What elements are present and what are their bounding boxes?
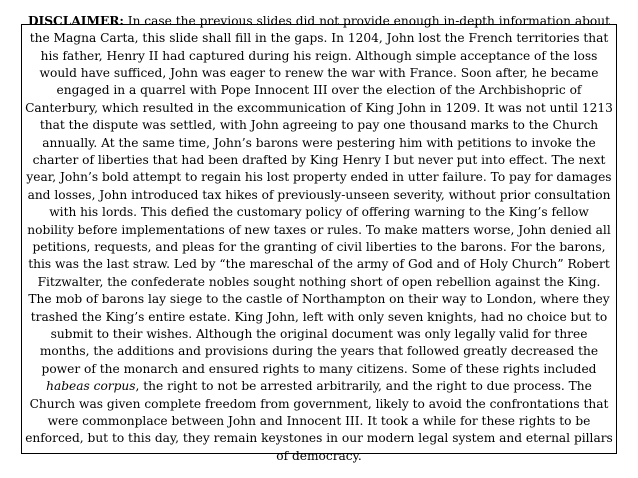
disclaimer-text-part1: In case the previous slides did not provide enough in-depth information about the Magna Carta, this slide shall fill in the gaps. In 1204, John lost the French territories that his father, Henry II had captured during his reign. Although simple acceptance of the loss would have sufficed, John was eager to renew the war with France. Soon after, he became engaged in a quarrel with Pope Innocent III over the election of the Archbishopric of Canterbury, which resulted in the excommunication of King John in 1209. It was not until 1213 that the dispute was settled, with John agreeing to pay one thousand marks to the Church annually. At the same time, John’s barons were pestering him with petitions to invoke the charter of liberties that had been drafted by King Henry I but never put into effect. The next year, John’s bold attempt to regain his lost property ended in utter failure. To pay for damages and losses, John introduced tax hikes of previously-unseen severity, without prior consultation with his lords. This defied the customary policy of offering warning to the King’s fellow nobility before implementations of new taxes or rules. To make matters worse, John denied all petitions, requests, and pleas for the granting of civil liberties to the barons. For the barons, this was the last straw. Led by “the mareschal of the army of God and of Holy Church” Robert Fitzwalter, the confederate nobles sought nothing short of open rebellion against the King. The mob of barons lay siege to the castle of Northampton on their way to London, where they trashed the King’s entire estate. King John, left with only seven knights, had no choice but to submit to their wishes. Although the original document was only legally valid for three months, the additions and provisions during the years that followed greatly decreased the power of the monarch and ensured rights to many citizens. Some of these rights included	[25, 13, 613, 376]
slide-frame	[21, 13, 617, 463]
disclaimer-paragraph	[25, 13, 613, 466]
habeas-corpus-term: habeas corpus	[46, 379, 136, 394]
disclaimer-text-part2: , the right to not be arrested arbitrarily, and the right to due process. The Church was given complete freedom from government, likely to avoid the confrontations that were commonplace between John and Innocent III. It took a while for these rights to be enforced, but to this day, they remain keystones in our modern legal system and eternal pillars of democracy.	[25, 379, 613, 463]
disclaimer-label: DISCLAIMER:	[27, 13, 124, 28]
